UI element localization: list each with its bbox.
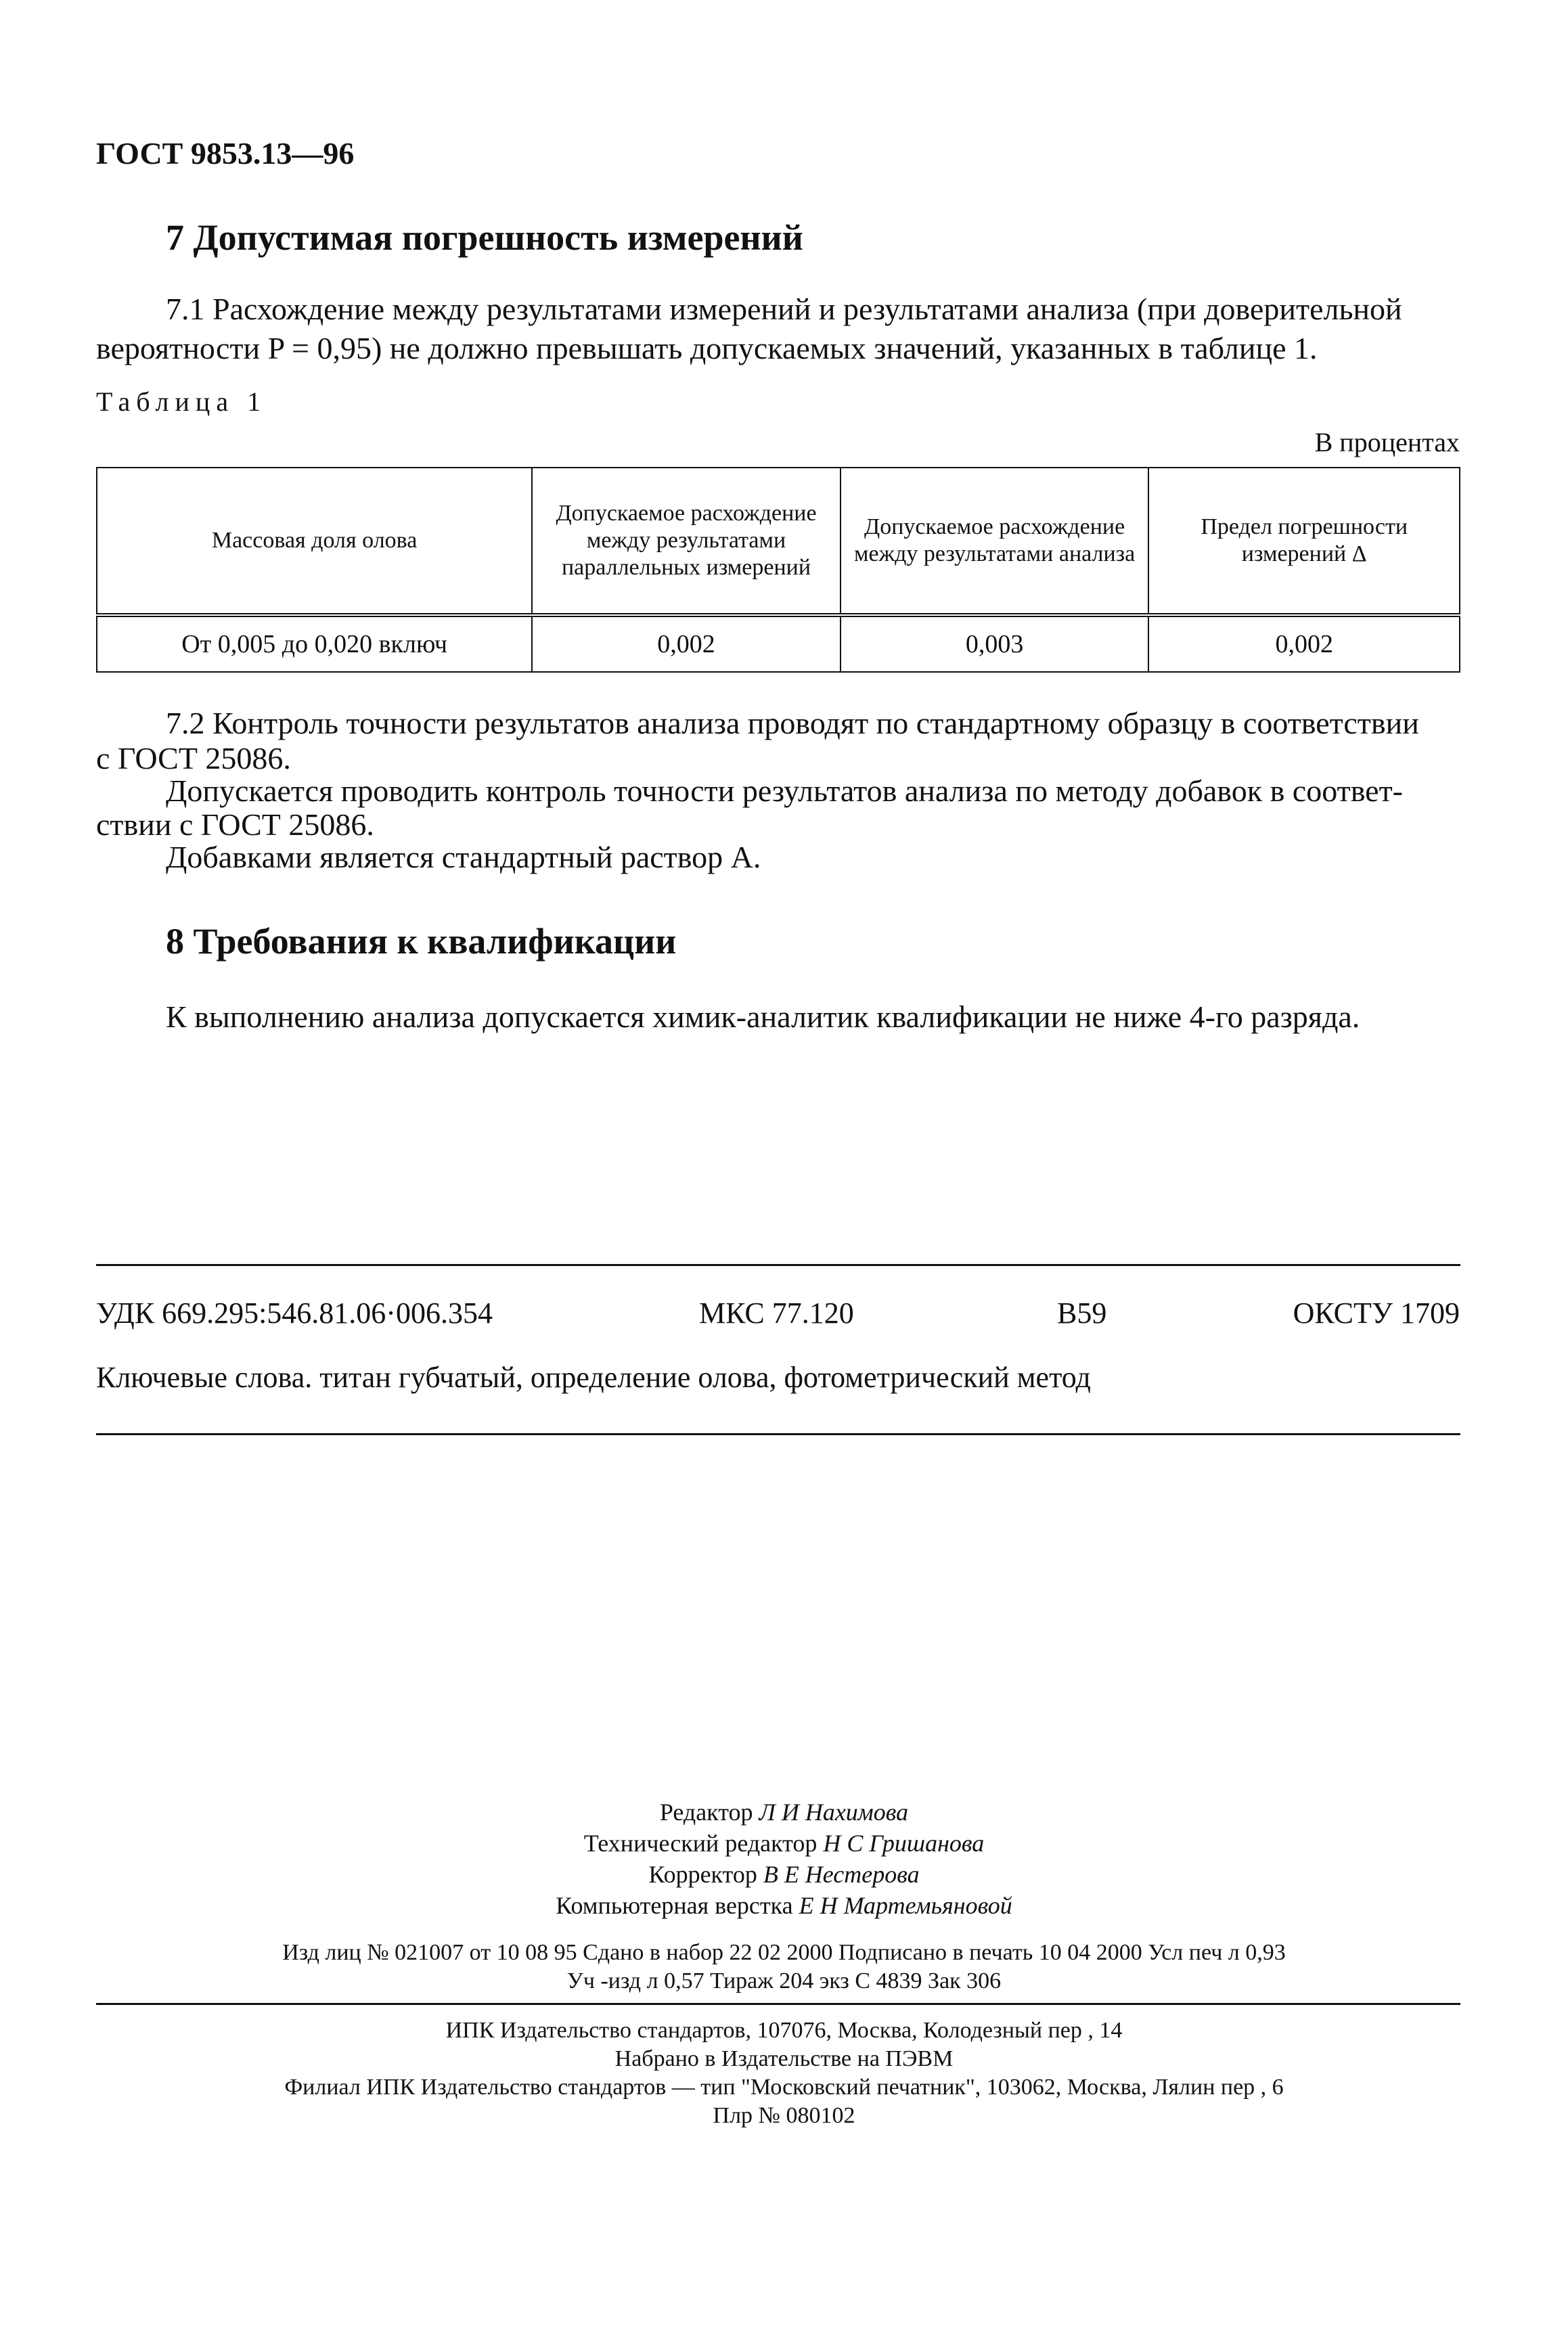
paragraph-7-2b-line1: Допускается проводить контроль точности результатов анализа по методу добавок в соответ- xyxy=(166,773,1403,808)
table-cell: 0,002 xyxy=(1148,615,1460,672)
divider-bottom xyxy=(96,1433,1460,1435)
table-header-row xyxy=(97,468,1460,615)
paragraph-7-1-line1: 7.1 Расхождение между результатами измерений и результатами анализа (при доверительной xyxy=(166,292,1402,326)
group-code: В59 xyxy=(1057,1296,1107,1330)
divider-top xyxy=(96,1264,1460,1266)
udk-code: УДК 669.295:546.81.06·006.354 xyxy=(96,1296,493,1330)
table-cell: 0,003 xyxy=(841,615,1149,672)
table-header-cell: Предел погрешности измерений Δ xyxy=(1148,468,1460,615)
keywords: Ключевые слова. титан губчатый, определение олова, фотометрический метод xyxy=(96,1361,1091,1394)
publisher-line: Филиал ИПК Издательство стандартов — тип "Московский печатник", 103062, Москва, Лялин пер , 6 xyxy=(284,2075,1284,2100)
paragraph-7-2c: Добавками является стандартный раствор А. xyxy=(166,840,761,874)
credit-editor: Редактор Л И Нахимова xyxy=(659,1799,909,1826)
publisher-block xyxy=(0,2016,1568,2130)
table-header-cell: Массовая доля олова xyxy=(97,468,532,615)
credit-corrector: Корректор В Е Нестерова xyxy=(648,1861,920,1888)
okstu-code: ОКСТУ 1709 xyxy=(1293,1296,1460,1330)
credit-tech-editor: Технический редактор Н С Гришанова xyxy=(583,1830,985,1857)
table-units: В процентах xyxy=(1314,427,1460,457)
table-row xyxy=(97,615,1460,672)
table-header-cell: Допускаемое расхождение между результатами анализа xyxy=(841,468,1149,615)
document-id: ГОСТ 9853.13—96 xyxy=(96,136,355,171)
section-7-title: 7 Допустимая погрешность измерений xyxy=(166,217,803,258)
section-8-title: 8 Требования к квалификации xyxy=(166,921,677,962)
publisher-line: Плр № 080102 xyxy=(713,2103,855,2128)
table-header-cell: Допускаемое расхождение между результатами параллельных измерений xyxy=(532,468,841,615)
divider-imprint xyxy=(96,2003,1460,2005)
publisher-line: Набрано в Издательстве на ПЭВМ xyxy=(614,2046,954,2071)
imprint-line: Уч -изд л 0,57 Тираж 204 экз С 4839 Зак 306 xyxy=(566,1968,1002,1993)
credits-block xyxy=(0,1797,1568,1921)
imprint-line: Изд лиц № 021007 от 10 08 95 Сдано в набор 22 02 2000 Подписано в печать 10 04 2000 Усл печ л 0,93 xyxy=(282,1940,1286,1965)
table-label: Таблица 1 xyxy=(96,386,267,417)
paragraph-7-2b-line2: ствии с ГОСТ 25086. xyxy=(96,807,374,842)
paragraph-8: К выполнению анализа допускается химик-аналитик квалификации не ниже 4-го разряда. xyxy=(166,999,1360,1034)
tolerance-table xyxy=(96,467,1460,673)
publisher-line: ИПК Издательство стандартов, 107076, Москва, Колодезный пер , 14 xyxy=(445,2018,1123,2043)
imprint-block xyxy=(0,1939,1568,1995)
paragraph-7-2-line1: 7.2 Контроль точности результатов анализа проводят по стандартному образцу в соответствии xyxy=(166,706,1419,740)
credit-layout: Компьютерная верстка Е Н Мартемьяновой xyxy=(556,1892,1012,1919)
table-cell: 0,002 xyxy=(532,615,841,672)
paragraph-7-2-line2: с ГОСТ 25086. xyxy=(96,741,291,775)
mks-code: МКС 77.120 xyxy=(699,1296,854,1330)
table-cell: От 0,005 до 0,020 включ xyxy=(97,615,532,672)
paragraph-7-1-line2: вероятности P = 0,95) не должно превышать допускаемых значений, указанных в таблице 1. xyxy=(96,331,1318,365)
